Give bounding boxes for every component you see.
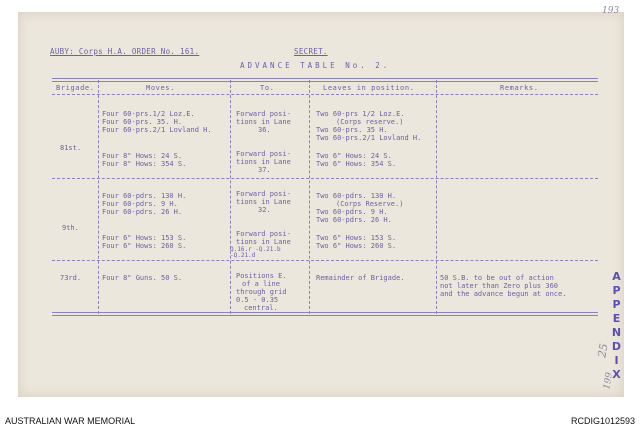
moves-9-a-2: Four 60-pdrs. 9 H. [102, 200, 178, 208]
to-73-4: 0.5 - 0.35 [236, 296, 279, 304]
brigade-81st: 81st. [60, 144, 82, 152]
page-number-top: 193 [602, 6, 620, 16]
to-81-a-2: tions in Lane [236, 118, 291, 126]
leaves-9-a-1: Two 60-pdrs. 130 H. [316, 192, 397, 200]
col-header-remarks: Remarks. [500, 84, 539, 92]
to-9-b-2: tions in Lane [236, 238, 291, 246]
leaves-81-a-4: Two 60-prs.2/1 Lovland H. [316, 134, 422, 142]
moves-81-a-2: Four 60-prs. 35. H. [102, 118, 183, 126]
col-header-moves: Moves. [146, 84, 175, 92]
moves-9-b-2: Four 6" Hows: 260 S. [102, 242, 187, 250]
leaves-9-b-1: Two 6" Hows: 153 S. [316, 234, 397, 242]
leaves-9-a-3: Two 60-pdrs. 9 H. [316, 208, 388, 216]
table-title: ADVANCE TABLE No. 2. [240, 61, 391, 70]
moves-81-a-3: Four 60-prs.2/1 Lovland H. [102, 126, 212, 134]
table-top-rule [52, 78, 598, 82]
moves-81-a-1: Four 60-prs.1/2 Loz.E. [102, 110, 195, 118]
to-81-a-1: Forward posi- [236, 110, 291, 118]
to-73-3: through grid [236, 288, 287, 296]
handwritten-appendix-number: 25 [595, 342, 611, 359]
document-sheet [18, 6, 624, 397]
column-rule-2 [230, 80, 231, 314]
to-9-a-1: Forward posi- [236, 190, 291, 198]
to-81-b-3: 37. [258, 166, 271, 174]
remarks-73-2: not later than Zero plus 360 [440, 282, 559, 290]
col-header-brigade: Brigade. [56, 84, 95, 92]
to-9-a-3: 32. [258, 206, 271, 214]
column-rule-1 [98, 80, 99, 314]
to-9-b-4: -Q.21.d [230, 252, 256, 259]
column-rule-3 [309, 80, 310, 314]
leaves-81-a-3: Two 60-prs. 35 H. [316, 126, 388, 134]
to-73-5: central. [244, 304, 278, 312]
to-81-b-2: tions in Lane [236, 158, 291, 166]
moves-81-b-1: Four 8" Hows: 24 S. [102, 152, 183, 160]
to-73-1: Positions E. [236, 272, 287, 280]
moves-73-1: Four 8" Guns. 50 S. [102, 274, 183, 282]
footer-institution: AUSTRALIAN WAR MEMORIAL [5, 416, 136, 426]
leaves-81-a-2: (Corps reserve.) [336, 118, 404, 126]
moves-9-a-1: Four 60-pdrs. 130 H. [102, 192, 187, 200]
to-73-2: of a line [242, 280, 280, 288]
classification-label: SECRET. [294, 47, 328, 56]
moves-9-a-3: Four 60-pdrs. 26 H. [102, 208, 183, 216]
leaves-73-1: Remainder of Brigade. [316, 274, 405, 282]
leaves-9-a-2: (Corps Reserve.) [336, 200, 404, 208]
appendix-stamp: APPENDIX [610, 270, 623, 382]
row-divider-1 [52, 178, 598, 179]
moves-81-b-2: Four 8" Hows: 354 S. [102, 160, 187, 168]
to-9-b-3: Q.16.r -Q.21.b [230, 246, 281, 253]
header-rule [52, 94, 598, 95]
order-reference: AUBY: Corps H.A. ORDER No. 161. [50, 47, 200, 56]
col-header-leaves: Leaves in position. [323, 84, 415, 92]
table-bottom-rule [52, 312, 598, 316]
leaves-9-a-4: Two 60-pdrs. 26 H. [316, 216, 392, 224]
footer-record-id: RCDIG1012593 [570, 416, 635, 426]
page-number-side: 199 [602, 371, 616, 391]
leaves-81-b-2: Two 6" Hows: 354 S. [316, 160, 397, 168]
brigade-9th: 9th. [62, 224, 79, 232]
row-divider-2 [52, 260, 598, 261]
column-rule-4 [436, 80, 437, 314]
leaves-81-a-1: Two 60-prs 1/2 Loz.E. [316, 110, 405, 118]
to-81-a-3: 36. [258, 126, 271, 134]
remarks-73-3: and the advance begun at once. [440, 290, 567, 298]
leaves-9-b-2: Two 6" Hows: 260 S. [316, 242, 397, 250]
to-9-a-2: tions in Lane [236, 198, 291, 206]
leaves-81-b-1: Two 6" Hows: 24 S. [316, 152, 392, 160]
remarks-73-1: 50 S.B. to be out of action [440, 274, 554, 282]
to-81-b-1: Forward posi- [236, 150, 291, 158]
moves-9-b-1: Four 6" Hows: 153 S. [102, 234, 187, 242]
to-9-b-1: Forward posi- [236, 230, 291, 238]
col-header-to: To. [260, 84, 275, 92]
brigade-73rd: 73rd. [60, 274, 82, 282]
